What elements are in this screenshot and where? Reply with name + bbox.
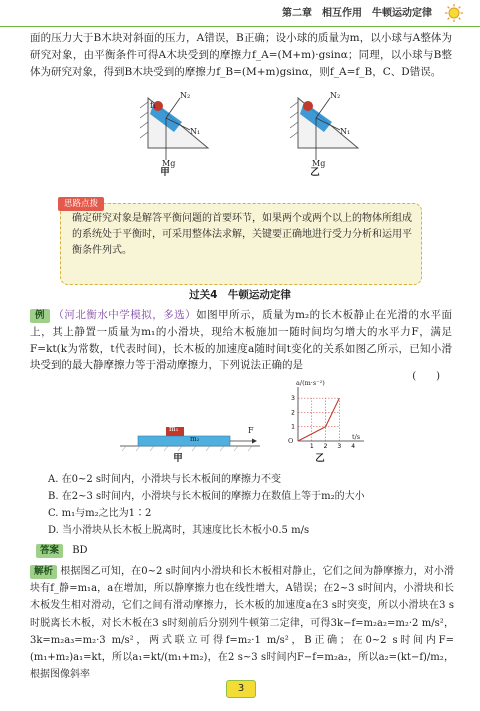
label-mg: Mg xyxy=(162,159,176,168)
y-tick-label: 3 xyxy=(291,395,295,403)
at-graph xyxy=(286,379,366,453)
label-n1: N₁ xyxy=(190,127,201,136)
graph-xlabel: t/s xyxy=(352,433,361,441)
explanation-text: 根据图乙可知，在0~2 s时间内小滑块和长木板相对静止，它们之间为静摩擦力，对小滑块有f_静=m₁a，a在增加，所以静摩擦力也在线性增大，A错误；在2~3 s时间内，小滑块和长木板发生相对滑动，它们之间有滑动摩擦力，长木板的加速度a在3 s时突变，所以小滑块在3 s时脱离长木板，对长木板在3 s时刻前后分别列牛顿第二定律，可得3k−f=m₂a₂=m₂·2 m/s²，3k=m₂a₃=m₂·3 m/s²，两式联立可得f=m₂·1 m/s²，B正确；在0~2 s时间内F=(m₁+m₂)a₁=kt，所以a₁=kt/(m₁+m₂)，在2 s~3 s时间内F−f=m₂a₂，所以a₂=(kt−f)/m₂，根据图像斜率 xyxy=(30,566,454,681)
section-title: 过关4 牛顿运动定律 xyxy=(189,289,291,301)
y-tick-label: 2 xyxy=(291,409,295,417)
option-a: A. 在0~2 s时间内，小滑块与长木板间的摩擦力不变 xyxy=(48,474,281,485)
example-text: 如图甲所示，质量为m₂的长木板静止在光滑的水平面上，其上静置一质量为m₁的小滑块，现给木板施加一随时间均匀增大的水平力F，满足F=kt(k为常数，t代表时间)，长木板的加速度a随时间t变化的关系如图乙所示，已知小滑块受到的最大静摩擦力等于滑动摩擦力，下列说法正确的是 xyxy=(30,309,452,372)
option-c: C. m₁与m₂之比为1∶2 xyxy=(48,508,152,519)
x-tick-label: 1 xyxy=(309,443,314,450)
tip-tag: 思路点拨 xyxy=(58,197,104,211)
page-number: 3 xyxy=(226,680,256,698)
at-graph-svg xyxy=(286,383,366,453)
answer-label: 答案 xyxy=(36,544,63,558)
tip-text: 确定研究对象是解答平衡问题的首要环节，如果两个或两个以上的物体所组成的系统处于平衡时，可采用整体法求解，关键要正确地进行受力分析和运用平衡条件列式。 xyxy=(72,213,412,256)
graph-ylabel: a/(m·s⁻²) xyxy=(296,379,325,387)
label-m2: m₂ xyxy=(190,435,200,443)
option-d: D. 当小滑块从长木板上脱离时，其速度比长木板小0.5 m/s xyxy=(48,525,310,536)
label-m1: m₁ xyxy=(169,425,179,433)
fig2-caption-left: 甲 xyxy=(173,453,183,464)
incline-diagram-left xyxy=(128,88,238,174)
label-n2-right: N₂ xyxy=(330,91,341,100)
answer-bracket: ( ) xyxy=(412,371,440,382)
x-tick-label: 3 xyxy=(337,443,342,450)
sun-icon xyxy=(444,3,464,29)
label-n2: N₂ xyxy=(180,91,191,100)
fig1-caption-left: 甲 xyxy=(160,167,170,178)
answer-value: BD xyxy=(72,545,88,556)
intro-paragraph: 面的压力大于B木块对斜面的压力，A错误，B正确；设小球的质量为m，以小球与A整体为研究对象，由平衡条件可得A木块受到的摩擦力f_A=(M+m)·gsinα；同理，以小球与B整体为研究对象，得到B木块受到的摩擦力f_B=(M+m)gsinα，则f_A=f_B，C、D错误。 xyxy=(30,32,452,78)
fig2-caption-right: 乙 xyxy=(315,453,325,464)
x-tick-label: 4 xyxy=(351,443,356,450)
example-source: （河北衡水中学模拟，多选） xyxy=(53,309,197,321)
series-line xyxy=(298,398,339,441)
fig1-caption-right: 乙 xyxy=(310,167,320,178)
example-paragraph xyxy=(30,307,452,374)
y-tick-label: 1 xyxy=(291,423,295,431)
label-force: F xyxy=(248,426,254,435)
incline-diagram-right xyxy=(278,88,388,174)
example-label: 例 xyxy=(30,309,50,323)
label-n1-right: N₁ xyxy=(340,127,351,136)
x-tick-label: 2 xyxy=(323,443,328,450)
page-header xyxy=(0,0,480,27)
chapter-title: 第二章 相互作用 牛顿运动定律 xyxy=(282,8,432,19)
explanation-paragraph xyxy=(30,563,454,683)
graph-origin: O xyxy=(288,437,294,445)
option-b: B. 在2~3 s时间内，小滑块与长木板间的摩擦力在数值上等于m₂的大小 xyxy=(48,491,365,502)
label-f1: f₁ xyxy=(150,101,157,110)
answer-row xyxy=(36,543,88,559)
label-mg-right: Mg xyxy=(312,159,326,168)
explanation-label: 解析 xyxy=(30,565,57,579)
